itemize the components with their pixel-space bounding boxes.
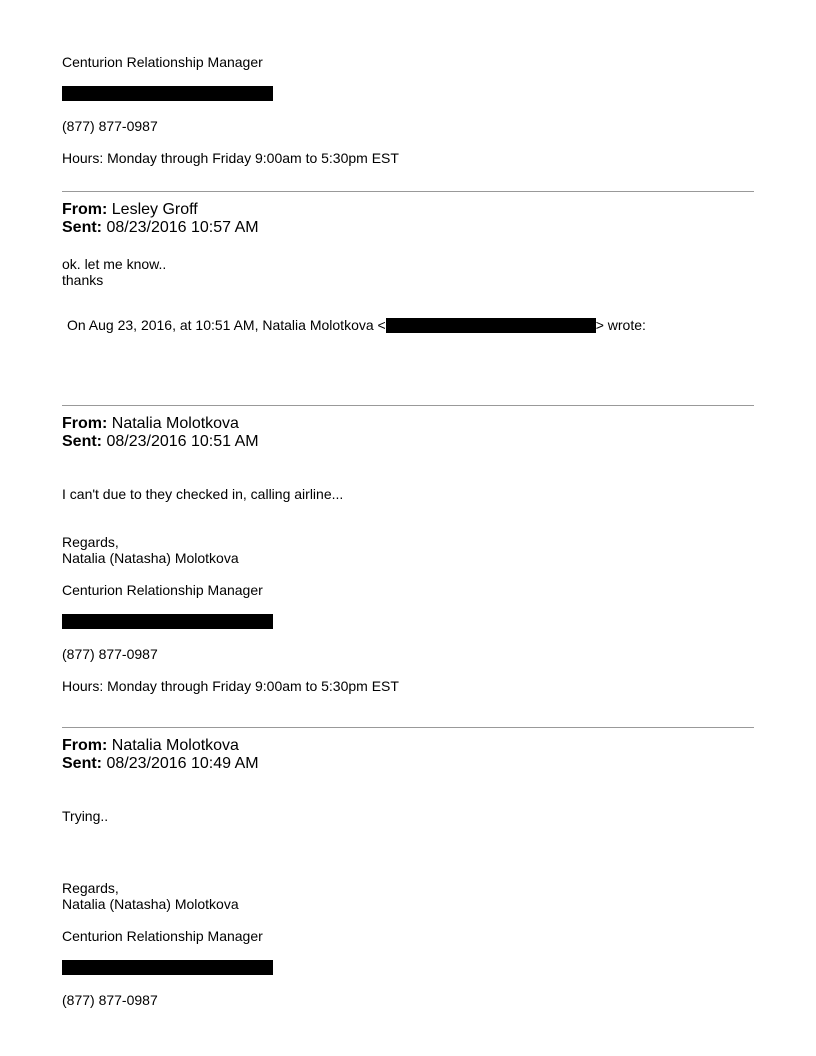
sent-value: 08/23/2016 10:57 AM	[106, 219, 259, 236]
message-body-line: I can't due to they checked in, calling airline...	[62, 486, 344, 502]
message-divider	[62, 191, 754, 192]
message-body-line: Trying..	[62, 808, 109, 824]
sent-line	[62, 219, 259, 237]
sent-value: 08/23/2016 10:49 AM	[106, 755, 259, 772]
from-line	[62, 201, 198, 219]
message-body-line: ok. let me know..	[62, 256, 167, 272]
redacted-email	[62, 960, 273, 975]
from-label: From:	[62, 737, 108, 754]
quote-suffix: > wrote:	[595, 317, 646, 333]
from-value: Natalia Molotkova	[111, 415, 239, 432]
sent-label: Sent:	[62, 219, 102, 236]
signature-hours: Hours: Monday through Friday 9:00am to 5:30pm EST	[62, 678, 399, 694]
signature-phone: (877) 877-0987	[62, 646, 158, 662]
sent-line	[62, 433, 259, 451]
from-line	[62, 737, 239, 755]
signature-title: Centurion Relationship Manager	[62, 54, 263, 70]
redacted-email	[386, 318, 596, 333]
message-divider	[62, 405, 754, 406]
signature-regards: Regards,	[62, 880, 119, 896]
from-label: From:	[62, 415, 108, 432]
from-value: Lesley Groff	[111, 201, 198, 218]
from-label: From:	[62, 201, 108, 218]
sent-value: 08/23/2016 10:51 AM	[106, 433, 259, 450]
signature-title: Centurion Relationship Manager	[62, 582, 263, 598]
from-line	[62, 415, 239, 433]
message-divider	[62, 727, 754, 728]
from-value: Natalia Molotkova	[111, 737, 239, 754]
signature-title: Centurion Relationship Manager	[62, 928, 263, 944]
sent-label: Sent:	[62, 433, 102, 450]
redacted-email	[62, 86, 273, 101]
signature-phone: (877) 877-0987	[62, 992, 158, 1008]
signature-phone: (877) 877-0987	[62, 118, 158, 134]
quoted-reply-header	[67, 316, 646, 334]
quote-prefix: On Aug 23, 2016, at 10:51 AM, Natalia Molotkova <	[67, 317, 386, 333]
signature-regards: Regards,	[62, 534, 119, 550]
redacted-email	[62, 614, 273, 629]
sent-line	[62, 755, 259, 773]
signature-name: Natalia (Natasha) Molotkova	[62, 896, 239, 912]
signature-hours: Hours: Monday through Friday 9:00am to 5:30pm EST	[62, 150, 399, 166]
message-body-line: thanks	[62, 272, 104, 288]
sent-label: Sent:	[62, 755, 102, 772]
signature-name: Natalia (Natasha) Molotkova	[62, 550, 239, 566]
